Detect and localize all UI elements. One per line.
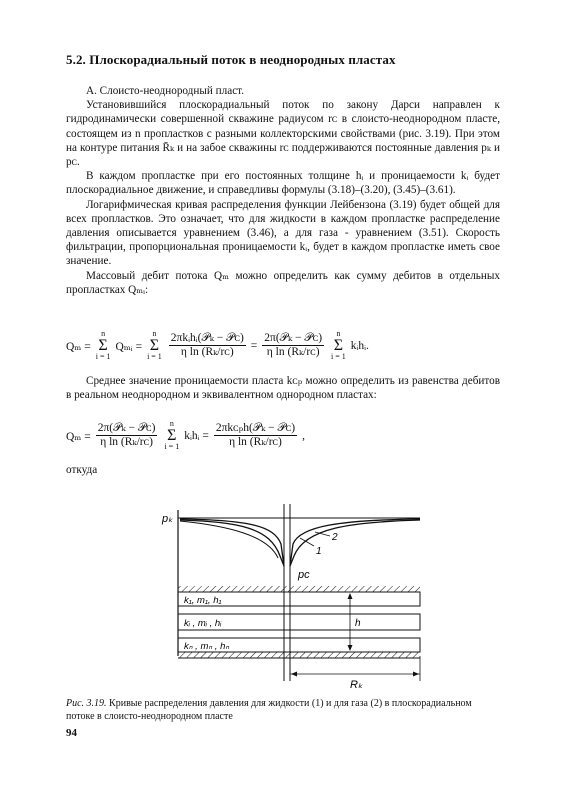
sum-sign xyxy=(164,420,179,451)
sum-top: n xyxy=(101,329,106,338)
numerator: 2πkᵢhᵢ(𝒫ₖ − 𝒫ᴄ) xyxy=(170,332,244,344)
formula-equivalent xyxy=(66,420,305,451)
fraction xyxy=(96,422,158,449)
subheading: А. Слоисто-неоднородный пласт. xyxy=(86,85,245,97)
label-curve-1: 1 xyxy=(316,546,322,557)
h-arrow-bottom xyxy=(348,645,353,651)
denominator: η ln (Rₖ/rᴄ) xyxy=(229,436,282,448)
sum-top: n xyxy=(169,419,174,428)
paragraph-1: Установившийся плоскорадиальный поток по закону Дарси направлен к гидродинамически совершенной скважине радиусом rᴄ в слоисто-неоднородном пласте, состоящем из n пропластков с разными коллекторскими свойствами (рис. 3.19). При этом на контуре питания R̄ₖ и на забое скважины rᴄ поддерживаются постоянные давления pₖ и pᴄ. xyxy=(66,99,500,169)
curve-liquid-mid xyxy=(180,521,278,558)
formula2-lhs: Qₘ = xyxy=(66,430,91,443)
formula1-tail: kᵢhᵢ. xyxy=(350,339,369,352)
label-layer-n: kₙ , mₙ , hₙ xyxy=(184,641,230,652)
formula2-mid: kᵢhᵢ = xyxy=(184,429,209,442)
label-curve-2: 2 xyxy=(332,532,338,543)
label-layer-i: kᵢ , mᵢ , hᵢ xyxy=(184,618,222,629)
paragraph-4: Массовый дебит потока Qₘ можно определить как сумму дебитов в отдельных пропластках Qₘᵢ: xyxy=(66,269,500,296)
equals-sign: = xyxy=(250,339,258,352)
body-block-1 xyxy=(66,84,500,297)
label-pk: pₖ xyxy=(162,513,173,525)
sum-bottom: i = 1 xyxy=(147,352,162,361)
sum-sign xyxy=(96,330,111,361)
sum-top: n xyxy=(152,329,157,338)
formula1-term: Qₘᵢ = xyxy=(115,340,143,353)
hatch-top xyxy=(178,586,420,592)
label-h: h xyxy=(355,618,361,629)
figure-caption xyxy=(66,698,500,723)
section-heading: 5.2. Плоскорадиальный поток в неоднородных пластах xyxy=(66,52,396,67)
sigma-icon: Σ xyxy=(149,337,160,354)
denominator: η ln (Rₖ/rᴄ) xyxy=(266,346,320,358)
paragraph-2: В каждом пропластке при его постоянных толщине hᵢ и проницаемости kᵢ будет плоскорадиальное движение, и справедливы формулы (3.18)–(3.20), (3.45)–(3.61). xyxy=(66,170,500,197)
h-arrow-top xyxy=(348,593,353,599)
sigma-icon: Σ xyxy=(167,427,177,444)
numerator: 2π(𝒫ₖ − 𝒫ᴄ) xyxy=(264,332,323,344)
numerator: 2π(𝒫ₖ − 𝒫ᴄ) xyxy=(97,422,156,434)
curve-liquid xyxy=(180,520,420,566)
fraction xyxy=(214,422,297,449)
body-block-2 xyxy=(66,374,500,402)
paragraph-3: Логарифмическая кривая распределения функции Лейбензона (3.19) будет общей для всех пропластков. Это означает, что для жидкости в каждом пропластке распределение давления описывается уравнением (3.46), а для газа - уравнением (3.51). Скорость фильтрации, пропорциональная проницаемости kᵢ, будет в каждом пропластке иметь свое значение. xyxy=(66,198,500,268)
formula-mass-flow-sum xyxy=(66,330,369,361)
caption-text: Кривые распределения давления для жидкости (1) и для газа (2) в плоскорадиальном потоке в слоисто-неоднородном пласте xyxy=(66,698,472,722)
numerator: 2πkᴄₚh(𝒫ₖ − 𝒫ᴄ) xyxy=(215,422,296,434)
page-number: 94 xyxy=(66,727,77,739)
sum-bottom: i = 1 xyxy=(95,352,111,361)
label-rk: Rₖ xyxy=(350,679,363,691)
paragraph-5: Среднее значение проницаемости пласта kᴄₚ можно определить из равенства дебитов в реальном неоднородном и эквивалентном однородном пластах: xyxy=(66,375,500,402)
formula2-tail: , xyxy=(302,429,306,442)
label-pc: pᴄ xyxy=(298,569,310,581)
caption-figure-number: Рис. 3.19. xyxy=(66,698,107,709)
sigma-icon: Σ xyxy=(98,337,108,354)
fraction xyxy=(169,332,246,359)
sum-sign xyxy=(147,330,162,361)
rk-arrow-left xyxy=(291,672,297,677)
fraction xyxy=(262,332,324,359)
formula1-lhs: Qₘ = xyxy=(66,340,91,353)
sum-top: n xyxy=(336,329,341,338)
figure-3-19 xyxy=(150,496,450,691)
sum-sign xyxy=(331,330,346,361)
label-layer-1: k₁, m₁, h₁ xyxy=(184,595,222,606)
sigma-icon: Σ xyxy=(333,337,344,354)
otkuda-word: откуда xyxy=(66,464,98,476)
sum-bottom: i = 1 xyxy=(331,352,346,361)
sum-bottom: i = 1 xyxy=(164,442,180,451)
hatch-bottom xyxy=(178,652,420,658)
denominator: η ln (Rₖ/rᴄ) xyxy=(100,436,153,448)
denominator: η ln (Rₖ/rᴄ) xyxy=(180,346,234,358)
rk-arrow-right xyxy=(413,672,419,677)
